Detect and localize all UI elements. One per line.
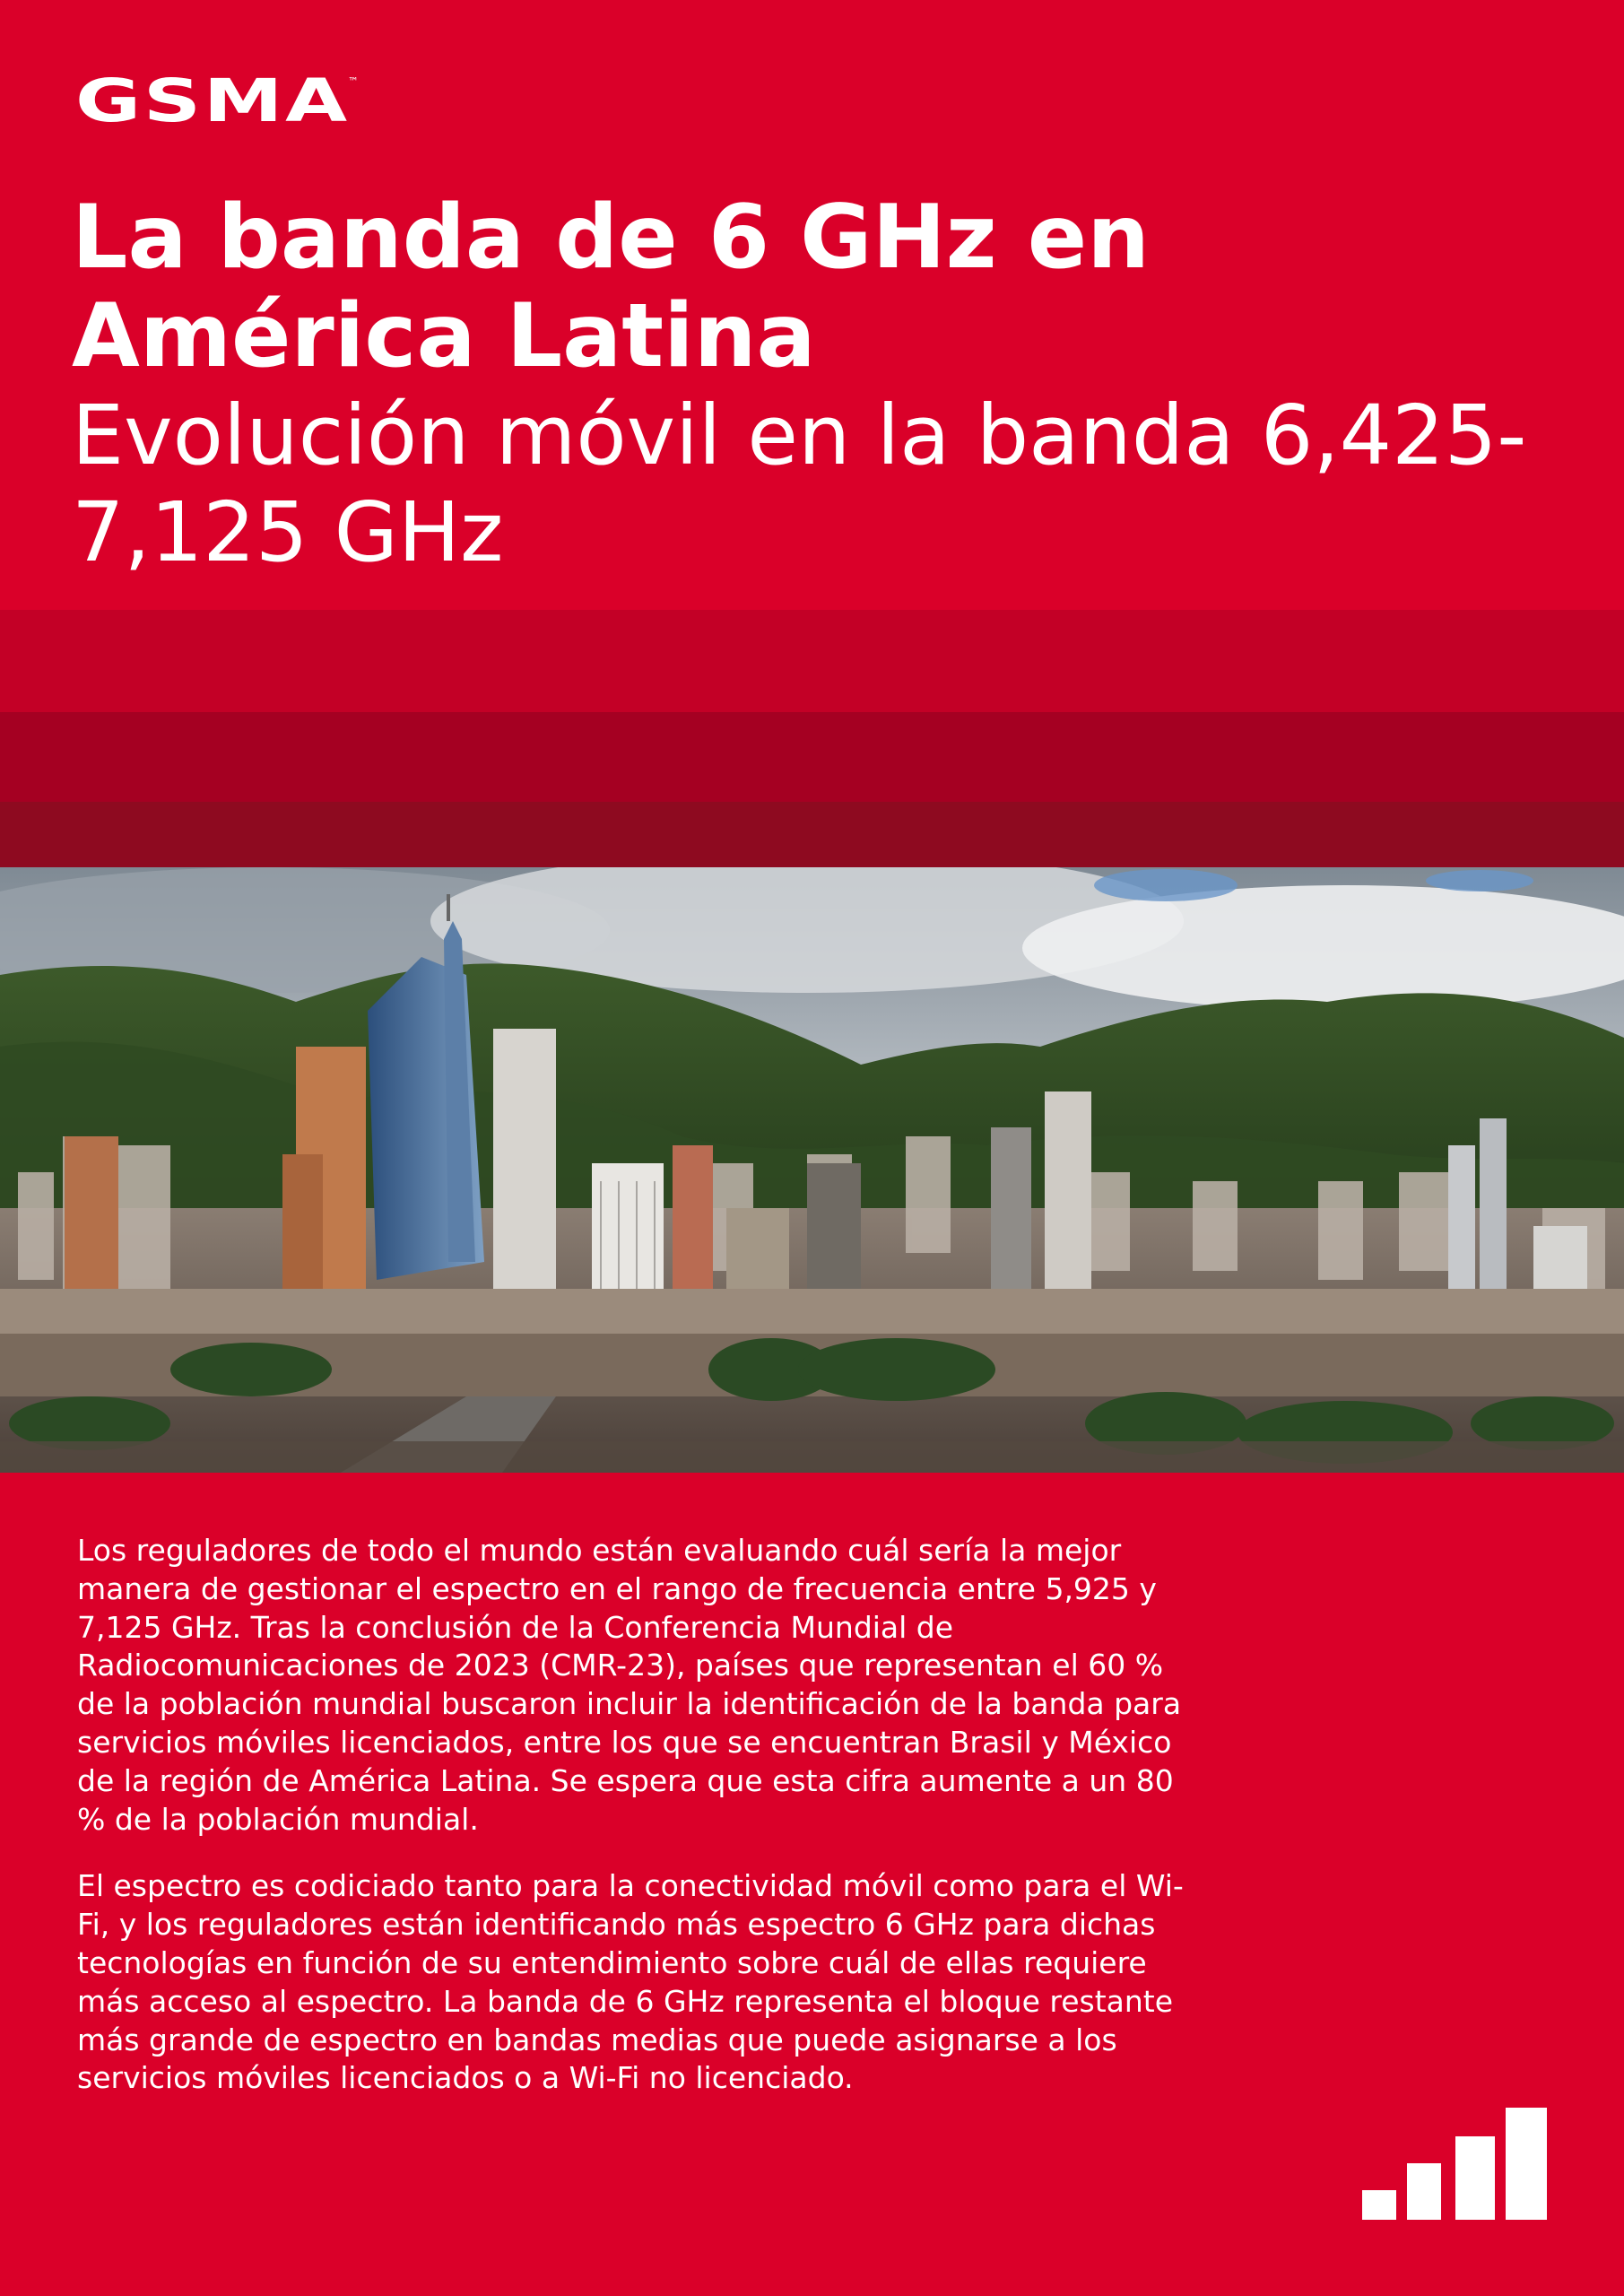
city-skyline-photo [0,867,1624,1473]
signal-bars-icon [1362,2108,1547,2220]
decorative-band-1 [0,610,1624,712]
logo-trademark: ™ [348,75,359,88]
decorative-band-2 [0,712,1624,802]
page-title: La banda de 6 GHz en América Latina [72,187,1151,387]
paragraph-2: El espectro es codiciado tanto para la conectividad móvil como para el Wi-Fi, y los reguladores están identificando más espectro 6 GHz para dichas tecnologías en función de su entendimiento sobre cuál de ellas requiere más acceso al espectro. La banda de 6 GHz representa el bloque restante más grande de espectro en bandas medias que puede asignarse a los servicios móviles licenciados o a Wi-Fi no licenciado. [77,1868,1184,2096]
paragraph-1: Los reguladores de todo el mundo están evaluando cuál sería la mejor manera de gestionar el espectro en el rango de frecuencia entre 5,925 y 7,125 GHz. Tras la conclusión de la Conferencia Mundial de Radiocomunicaciones de 2023 (CMR-23), países que representan el 60 % de la población mundial buscaron incluir la identificación de la banda para servicios móviles licenciados, entre los que se encuentran Brasil y México de la región de América Latina. Se espera que esta cifra aumente a un 80 % de la población mundial. [77,1533,1182,1837]
logo-wordmark: GSMA [75,66,350,135]
body-text [77,1532,1198,2126]
page-subtitle: Evolución móvil en la banda 6,425-7,125 GHz [72,387,1527,580]
decorative-band-3 [0,802,1624,867]
gsma-logo [75,66,359,135]
